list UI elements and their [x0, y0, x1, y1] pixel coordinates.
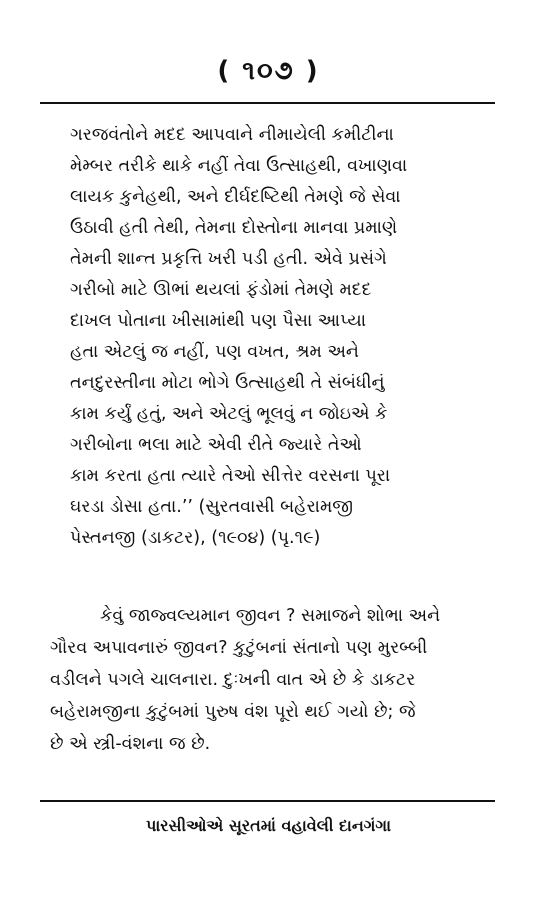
paragraph-line: ગૌરવ અપાવનારું જીવન? કુટુંબનાં સંતાનો પણ મુરબ્બી	[50, 638, 428, 658]
quote-line: ઉઠાવી હતી તેથી, તેમના દોસ્તોના માનવા પ્રમાણે	[70, 218, 398, 238]
footer-divider	[40, 800, 495, 802]
quote-line: કામ કર્યું હતું, અને એટલું ભૂલવું ન જોઇએ કે	[70, 404, 388, 424]
quote-line: મેમ્બર તરીકે થાકે નહીં તેવા ઉત્સાહથી, વખાણવા	[70, 156, 408, 176]
quote-line: ગરીબો માટે ઊભાં થયલાં ફંડોમાં તેમણે મદદ	[70, 280, 372, 300]
paragraph-line: છે એ સ્ત્રી-વંશના જ છે.	[50, 734, 211, 754]
body-paragraph	[50, 600, 495, 760]
quote-block	[70, 120, 490, 554]
quote-line: દાખલ પોતાના ખીસામાંથી પણ પૈસા આપ્યા	[70, 311, 366, 331]
quote-line: ગરજવંતોને મદદ આપવાને નીમાયેલી કમીટીના	[70, 125, 394, 145]
page-number: ( ૧૦૭ )	[217, 56, 320, 86]
quote-line: લાયક કુનેહથી, અને દીર્ઘદષ્ટિથી તેમણે જે સેવા	[70, 187, 401, 207]
paragraph-line: કેવું જાજ્વલ્યમાન જીવન ? સમાજને શોભા અને	[100, 606, 441, 626]
quote-line: તનદુરસ્તીના મોટા ભોગે ઉત્સાહથી તે સંબંધીનું	[70, 373, 385, 393]
quote-line: હતા એટલું જ નહીં, પણ વખત, શ્રમ અને	[70, 342, 359, 362]
quote-line: ગરીબોના ભલા માટે એવી રીતે જ્યારે તેઓ	[70, 435, 362, 455]
paragraph-line: બહેરામજીના કુટુંબમાં પુરુષ વંશ પૂરો થઈ ગયો છે; જે	[50, 702, 416, 722]
header-divider	[40, 102, 495, 104]
quote-line: કામ કરતા હતા ત્યારે તેઓ સીત્તેર વરસના પૂરા	[70, 466, 391, 486]
running-footer: પારસીઓએ સૂરતમાં વહાવેલી દાનગંગા	[145, 816, 392, 835]
quote-line: તેમની શાન્ત પ્રકૃત્તિ ખરી પડી હતી. એવે પ્રસંગે	[70, 249, 387, 269]
quote-line: ઘરડા ડોસા હતા.’’ (સુરતવાસી બહેરામજી	[70, 497, 354, 517]
paragraph-line: વડીલને પગલે ચાલનારા. દુઃખની વાત એ છે કે ડાકટર	[50, 670, 416, 690]
quote-line: પેસ્તનજી (ડાકટર), (૧૯૦૪) (પૃ.૧૯)	[70, 528, 321, 548]
